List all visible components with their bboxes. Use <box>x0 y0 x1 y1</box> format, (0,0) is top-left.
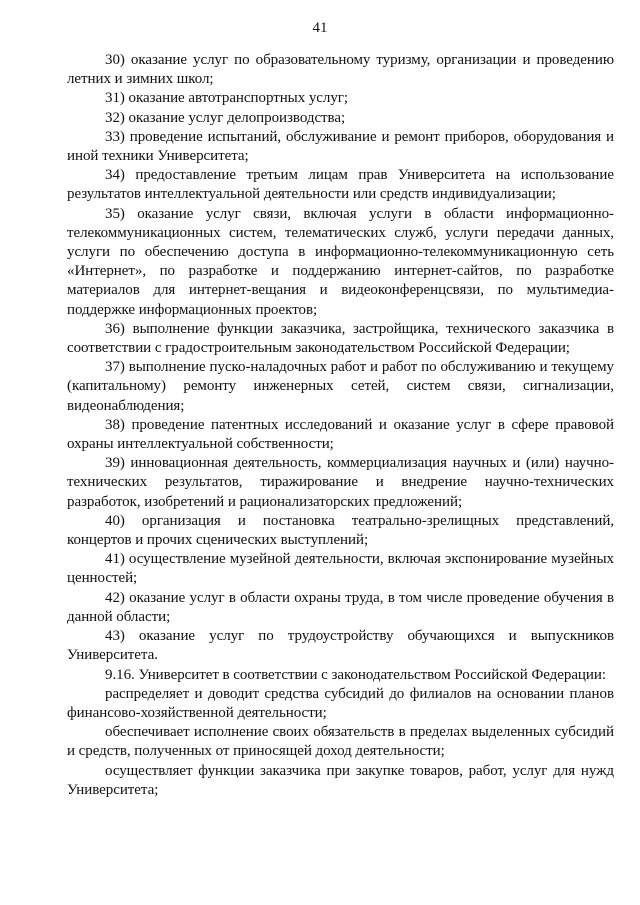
paragraph-item-32: 32) оказание услуг делопроизводства; <box>105 109 346 126</box>
section-heading-9-16: 9.16. Университет в соответствии с законодательством Российской Федерации: <box>105 666 606 683</box>
paragraph-item-34: 34) предоставление третьим лицам прав Университета на использование результатов интеллектуальной деятельности или средств индивидуализации; <box>67 167 614 203</box>
paragraph-item-41: 41) осуществление музейной деятельности, включая экспонирование музейных ценностей; <box>67 551 614 587</box>
paragraph-item-31: 31) оказание автотранспортных услуг; <box>105 90 349 107</box>
paragraph-distributes-subsidies: распределяет и доводит средства субсидий до филиалов на основании планов финансово-хозяйственной деятельности; <box>67 685 614 721</box>
paragraph-customer-functions: осуществляет функции заказчика при закупке товаров, работ, услуг для нужд Университета; <box>67 762 614 798</box>
paragraph-item-40: 40) организация и постановка театрально-зрелищных представлений, концертов и прочих сценических выступлений; <box>67 512 614 549</box>
paragraph-item-42: 42) оказание услуг в области охраны труда, в том числе проведение обучения в данной области; <box>67 589 614 625</box>
document-body <box>67 51 614 800</box>
paragraph-item-30: 30) оказание услуг по образовательному туризму, организации и проведению летних и зимних школ; <box>67 52 614 88</box>
paragraph-fulfills-obligations: обеспечивает исполнение своих обязательств в пределах выделенных субсидий и средств, полученных от приносящей доход деятельности; <box>67 724 614 760</box>
paragraph-item-39: 39) инновационная деятельность, коммерциализация научных и (или) научно-технических результатов, тиражирование и внедрение научно-технических разработок, изобретений и рационализаторских предложений; <box>67 455 614 510</box>
page-number: 41 <box>312 20 328 36</box>
paragraph-item-43: 43) оказание услуг по трудоустройству обучающихся и выпускников Университета. <box>67 628 614 664</box>
paragraph-item-35: 35) оказание услуг связи, включая услуги в области информационно-телекоммуникационных систем, телематических служб, услуги передачи данных, услуги по обеспечению доступа в информационно-телекоммуникационную сеть «Интернет», по разработке и поддержанию интернет-сайтов, по разработке материалов для интернет-вещания и видеоконференцсвязи, по мультимедиа-поддержке информационных проектов; <box>67 205 614 318</box>
paragraph-item-38: 38) проведение патентных исследований и оказание услуг в сфере правовой охраны интеллектуальной собственности; <box>67 416 614 453</box>
paragraph-item-37: 37) выполнение пуско-наладочных работ и работ по обслуживанию и текущему (капитальному) ремонту инженерных сетей, систем связи, сигнализации, видеонаблюдения; <box>67 359 614 414</box>
paragraph-item-33: 33) проведение испытаний, обслуживание и ремонт приборов, оборудования и иной техники Университета; <box>67 128 614 165</box>
paragraph-item-36: 36) выполнение функции заказчика, застройщика, технического заказчика в соответствии с градостроительным законодательством Российской Федерации; <box>67 320 614 357</box>
